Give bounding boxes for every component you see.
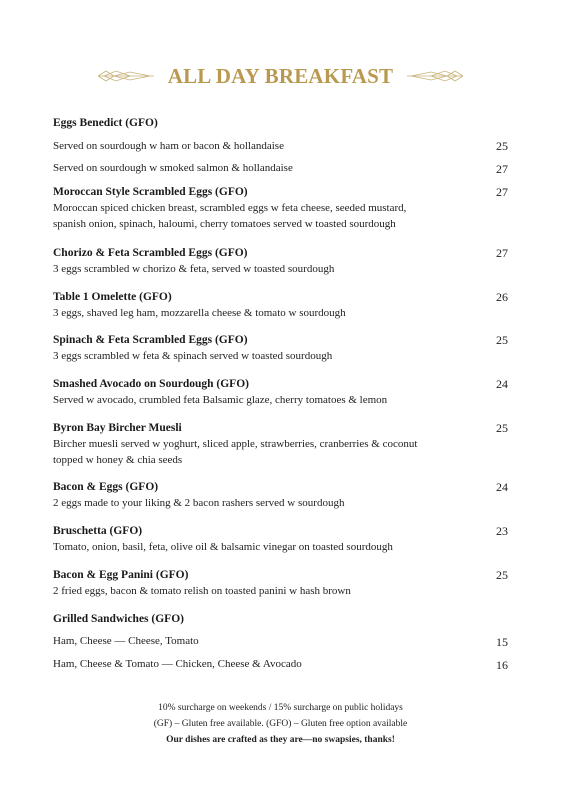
item-description: spanish onion, spinach, haloumi, cherry tomatoes served w toasted sourdough xyxy=(53,218,396,230)
menu-item-panini xyxy=(53,568,508,599)
item-price: 25 xyxy=(496,333,508,347)
item-name: Smashed Avocado on Sourdough (GFO) xyxy=(53,378,249,390)
item-name: Table 1 Omelette (GFO) xyxy=(53,291,172,303)
menu-item-moroccan xyxy=(53,185,508,232)
item-name: Bacon & Eggs (GFO) xyxy=(53,481,159,493)
menu-item-omelette xyxy=(53,290,508,321)
item-name: Chorizo & Feta Scrambled Eggs (GFO) xyxy=(53,247,248,259)
item-price: 27 xyxy=(496,162,508,176)
item-price: 24 xyxy=(496,480,508,494)
menu-item-chorizo xyxy=(53,246,508,277)
menu-header xyxy=(0,60,561,92)
item-option: Served on sourdough w ham or bacon & hollandaise xyxy=(53,140,284,152)
item-description: Bircher muesli served w yoghurt, sliced apple, strawberries, cranberries & coconut xyxy=(53,438,418,450)
menu-item-grilled-sandwiches xyxy=(53,612,508,672)
menu-item-bruschetta xyxy=(53,524,508,555)
item-price: 24 xyxy=(496,377,508,391)
item-price: 15 xyxy=(496,635,508,649)
item-price: 25 xyxy=(496,139,508,153)
menu-footer xyxy=(0,700,561,748)
item-option: Ham, Cheese — Cheese, Tomato xyxy=(53,635,199,647)
menu-item-spinach xyxy=(53,333,508,364)
no-swaps-note: Our dishes are crafted as they are—no swapsies, thanks! xyxy=(166,735,395,745)
item-description: Served w avocado, crumbled feta Balsamic glaze, cherry tomatoes & lemon xyxy=(53,394,388,406)
item-option: Served on sourdough w smoked salmon & hollandaise xyxy=(53,162,293,174)
item-description: 3 eggs, shaved leg ham, mozzarella cheese & tomato w sourdough xyxy=(53,307,346,319)
item-price: 27 xyxy=(496,185,508,199)
item-price: 23 xyxy=(496,524,508,538)
item-description: Moroccan spiced chicken breast, scrambled eggs w feta cheese, seeded mustard, xyxy=(53,202,407,214)
item-option: Ham, Cheese & Tomato — Chicken, Cheese & Avocado xyxy=(53,658,302,670)
menu-item-bircher xyxy=(53,421,508,468)
item-price: 16 xyxy=(496,658,508,672)
item-price: 25 xyxy=(496,421,508,435)
item-description: 3 eggs scrambled w chorizo & feta, served w toasted sourdough xyxy=(53,263,335,275)
item-name: Spinach & Feta Scrambled Eggs (GFO) xyxy=(53,334,248,346)
item-price: 27 xyxy=(496,246,508,260)
item-name: Eggs Benedict (GFO) xyxy=(53,117,158,129)
menu-item-avocado xyxy=(53,377,508,408)
menu-item-eggs-benedict xyxy=(53,116,508,176)
item-name: Moroccan Style Scrambled Eggs (GFO) xyxy=(53,186,248,198)
menu-item-bacon-eggs xyxy=(53,480,508,511)
item-description: topped w honey & chia seeds xyxy=(53,454,183,466)
menu-title: ALL DAY BREAKFAST xyxy=(167,63,394,88)
item-description: 2 fried eggs, bacon & tomato relish on toasted panini w hash brown xyxy=(53,585,351,597)
item-price: 26 xyxy=(496,290,508,304)
item-description: 3 eggs scrambled w feta & spinach served w toasted sourdough xyxy=(53,350,333,362)
item-description: Tomato, onion, basil, feta, olive oil & balsamic vinegar on toasted sourdough xyxy=(53,541,393,553)
left-ornament-icon xyxy=(98,69,154,83)
item-name: Grilled Sandwiches (GFO) xyxy=(53,613,184,625)
item-description: 2 eggs made to your liking & 2 bacon rashers served w sourdough xyxy=(53,497,345,509)
item-name: Bacon & Egg Panini (GFO) xyxy=(53,569,189,581)
item-name: Bruschetta (GFO) xyxy=(53,525,143,537)
item-name: Byron Bay Bircher Muesli xyxy=(53,422,182,434)
gluten-free-note: (GF) – Gluten free available. (GFO) – Gluten free option available xyxy=(153,719,408,729)
item-price: 25 xyxy=(496,568,508,582)
surcharge-note: 10% surcharge on weekends / 15% surcharge on public holidays xyxy=(158,703,403,713)
right-ornament-icon xyxy=(407,69,463,83)
